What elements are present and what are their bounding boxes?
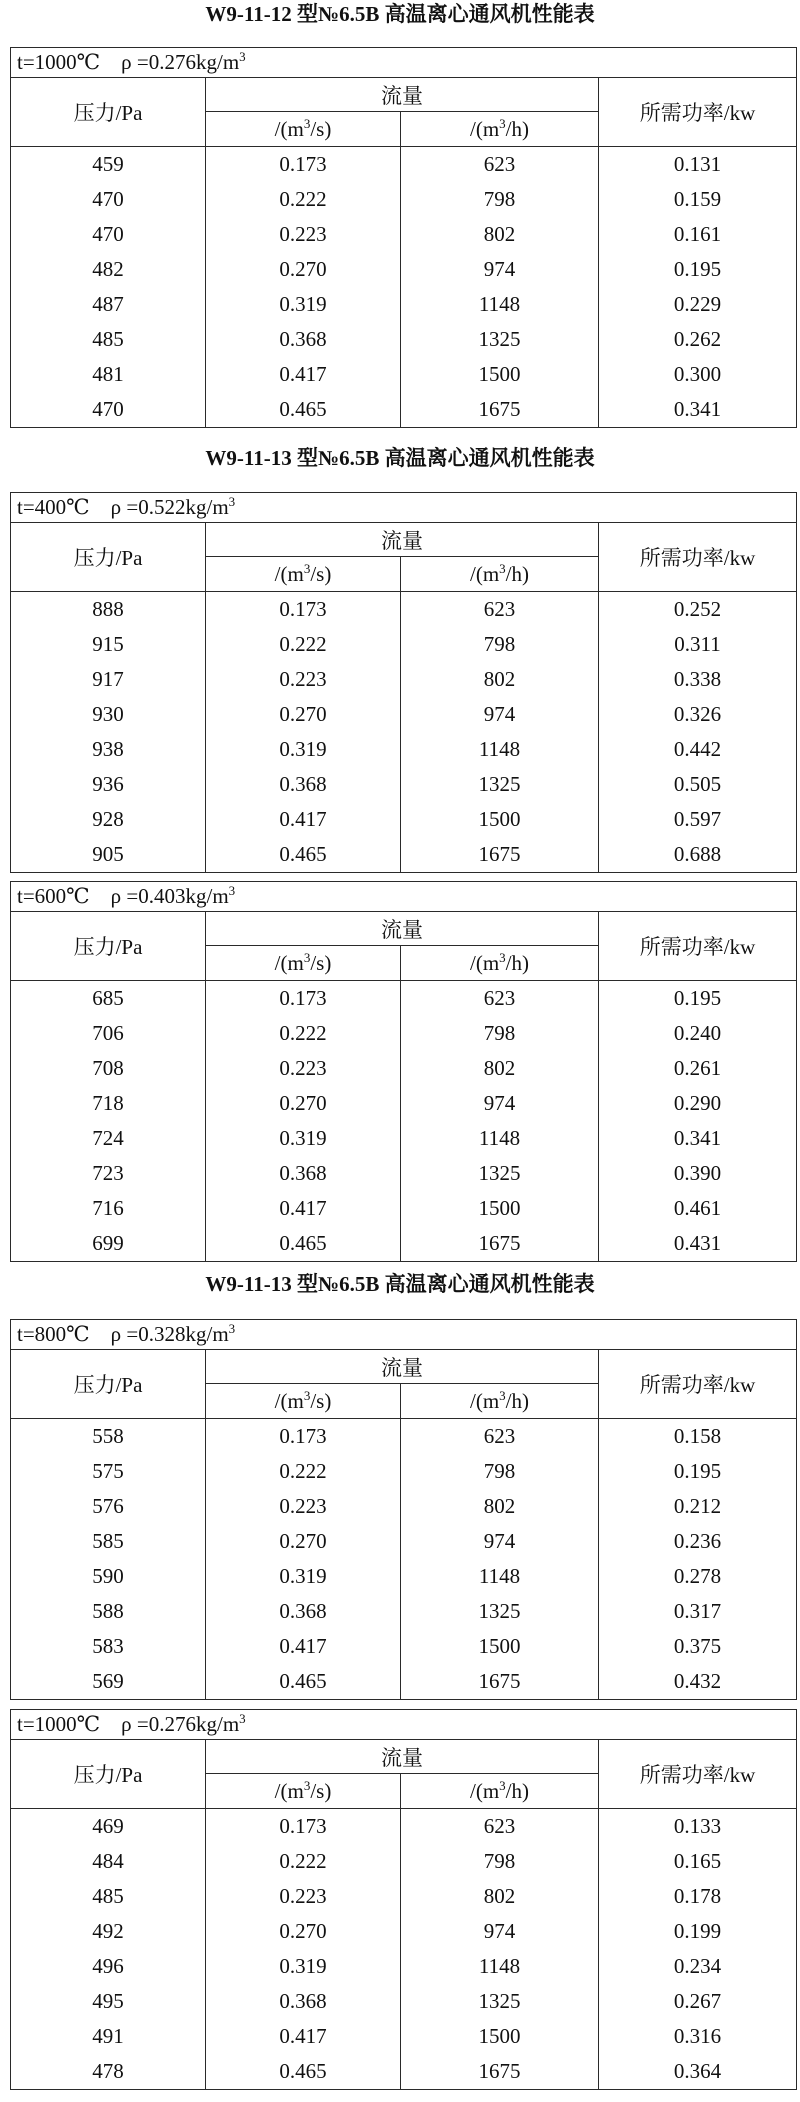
cell-flow-m3h: 1148	[401, 287, 599, 322]
flow-h-exp: 3	[499, 560, 506, 576]
table-body	[11, 981, 797, 1262]
table-row	[11, 1016, 797, 1051]
cell-flow-m3s: 0.173	[206, 1809, 401, 1845]
table-row	[11, 1984, 797, 2019]
header-flow-per-second	[206, 557, 401, 592]
cell-flow-m3s: 0.223	[206, 217, 401, 252]
cell-pressure: 716	[11, 1191, 206, 1226]
cell-flow-m3h: 974	[401, 1524, 599, 1559]
condition-density: ρ =0.403kg/m	[110, 884, 229, 908]
table-row	[11, 697, 797, 732]
header-flow-per-second	[206, 112, 401, 147]
cell-flow-m3s: 0.465	[206, 837, 401, 873]
header-flow-per-hour	[401, 557, 599, 592]
flow-h-prefix: /(m	[470, 116, 500, 141]
cell-flow-m3h: 1675	[401, 1664, 599, 1700]
table-row	[11, 1226, 797, 1262]
cell-pressure: 708	[11, 1051, 206, 1086]
cell-flow-m3s: 0.368	[206, 1156, 401, 1191]
cell-pressure: 905	[11, 837, 206, 873]
table-row	[11, 802, 797, 837]
table-body	[11, 1809, 797, 2090]
cell-pressure: 485	[11, 322, 206, 357]
header-power: 所需功率/kw	[599, 1740, 797, 1809]
condition-temp: t=1000℃	[17, 1712, 101, 1736]
cell-pressure: 481	[11, 357, 206, 392]
cell-pressure: 487	[11, 287, 206, 322]
flow-h-suffix: /h)	[505, 116, 529, 141]
table-row	[11, 147, 797, 183]
table-row	[11, 1914, 797, 1949]
cell-flow-m3s: 0.465	[206, 1664, 401, 1700]
condition-density: ρ =0.276kg/m	[121, 1712, 240, 1736]
cell-pressure: 590	[11, 1559, 206, 1594]
cell-flow-m3s: 0.417	[206, 802, 401, 837]
cell-pressure: 470	[11, 217, 206, 252]
header-flow-per-hour	[401, 1384, 599, 1419]
cell-flow-m3s: 0.319	[206, 1559, 401, 1594]
cell-power: 0.278	[599, 1559, 797, 1594]
table-row	[11, 1664, 797, 1700]
cell-power: 0.311	[599, 627, 797, 662]
cell-flow-m3s: 0.270	[206, 1086, 401, 1121]
cell-pressure: 470	[11, 392, 206, 428]
flow-s-suffix: /s)	[310, 950, 332, 975]
flow-h-prefix: /(m	[470, 1778, 500, 1803]
cell-flow-m3h: 1148	[401, 1949, 599, 1984]
table-row	[11, 592, 797, 628]
cell-pressure: 724	[11, 1121, 206, 1156]
cell-power: 0.431	[599, 1226, 797, 1262]
cell-flow-m3h: 1325	[401, 1594, 599, 1629]
cell-power: 0.195	[599, 1454, 797, 1489]
cell-pressure: 492	[11, 1914, 206, 1949]
flow-s-suffix: /s)	[310, 116, 332, 141]
cell-flow-m3s: 0.222	[206, 1454, 401, 1489]
cell-flow-m3s: 0.222	[206, 182, 401, 217]
sheet-title-2: W9-11-13 型№6.5B 高温离心通风机性能表	[205, 446, 595, 470]
cell-flow-m3h: 1325	[401, 1156, 599, 1191]
cell-flow-m3h: 1500	[401, 802, 599, 837]
cell-flow-m3h: 1500	[401, 1191, 599, 1226]
cell-pressure: 699	[11, 1226, 206, 1262]
table-block-600c	[10, 881, 796, 1262]
cell-power: 0.133	[599, 1809, 797, 1845]
cell-flow-m3s: 0.319	[206, 1121, 401, 1156]
condition-density-exp: 3	[239, 1711, 246, 1726]
flow-s-exp: 3	[303, 115, 311, 131]
cell-flow-m3h: 1500	[401, 2019, 599, 2054]
table-row	[11, 1121, 797, 1156]
cell-flow-m3h: 623	[401, 592, 599, 628]
cell-flow-m3h: 1675	[401, 2054, 599, 2090]
cell-flow-m3h: 1500	[401, 1629, 599, 1664]
cell-power: 0.158	[599, 1419, 797, 1455]
condition-density-exp: 3	[228, 494, 236, 509]
cell-power: 0.195	[599, 981, 797, 1017]
cell-power: 0.326	[599, 697, 797, 732]
cell-pressure: 575	[11, 1454, 206, 1489]
table-block-400c	[10, 492, 796, 873]
cell-flow-m3s: 0.270	[206, 1524, 401, 1559]
cell-power: 0.161	[599, 217, 797, 252]
cell-flow-m3h: 1148	[401, 1121, 599, 1156]
header-flow: 流量	[206, 1740, 599, 1774]
cell-power: 0.229	[599, 287, 797, 322]
table-row	[11, 1524, 797, 1559]
cell-flow-m3s: 0.465	[206, 1226, 401, 1262]
cell-power: 0.240	[599, 1016, 797, 1051]
sheet-title-3: W9-11-13 型№6.5B 高温离心通风机性能表	[205, 1272, 595, 1296]
cell-flow-m3s: 0.368	[206, 322, 401, 357]
cell-power: 0.341	[599, 392, 797, 428]
header-flow-per-second	[206, 946, 401, 981]
cell-flow-m3s: 0.223	[206, 1879, 401, 1914]
cell-flow-m3s: 0.173	[206, 147, 401, 183]
performance-table	[10, 492, 797, 873]
table-row	[11, 357, 797, 392]
cell-flow-m3h: 798	[401, 1016, 599, 1051]
flow-s-prefix: /(m	[274, 561, 304, 586]
table-row	[11, 2019, 797, 2054]
cell-power: 0.505	[599, 767, 797, 802]
cell-flow-m3h: 798	[401, 1844, 599, 1879]
table-body	[11, 592, 797, 873]
sheet-title-1: W9-11-12 型№6.5B 高温离心通风机性能表	[205, 2, 595, 26]
cell-power: 0.159	[599, 182, 797, 217]
cell-flow-m3h: 798	[401, 627, 599, 662]
header-power: 所需功率/kw	[599, 1350, 797, 1419]
cell-flow-m3h: 623	[401, 1419, 599, 1455]
cell-pressure: 459	[11, 147, 206, 183]
cell-flow-m3s: 0.173	[206, 1419, 401, 1455]
cell-flow-m3s: 0.319	[206, 287, 401, 322]
cell-power: 0.316	[599, 2019, 797, 2054]
cell-pressure: 917	[11, 662, 206, 697]
cell-power: 0.290	[599, 1086, 797, 1121]
cell-pressure: 588	[11, 1594, 206, 1629]
cell-power: 0.199	[599, 1914, 797, 1949]
cell-flow-m3h: 1500	[401, 357, 599, 392]
header-flow-per-hour	[401, 1774, 599, 1809]
cell-pressure: 469	[11, 1809, 206, 1845]
performance-table	[10, 1709, 797, 2090]
cell-flow-m3h: 974	[401, 1914, 599, 1949]
cell-flow-m3s: 0.465	[206, 2054, 401, 2090]
header-power: 所需功率/kw	[599, 523, 797, 592]
condition-density: ρ =0.328kg/m	[110, 1322, 229, 1346]
cell-power: 0.236	[599, 1524, 797, 1559]
cell-power: 0.364	[599, 2054, 797, 2090]
cell-flow-m3h: 798	[401, 1454, 599, 1489]
table-row	[11, 217, 797, 252]
header-pressure: 压力/Pa	[11, 78, 206, 147]
flow-h-prefix: /(m	[470, 950, 500, 975]
header-flow-per-second	[206, 1384, 401, 1419]
condition-temp: t=600℃	[17, 884, 90, 908]
table-row	[11, 1879, 797, 1914]
table-row	[11, 732, 797, 767]
table-row	[11, 1156, 797, 1191]
cell-power: 0.317	[599, 1594, 797, 1629]
condition-row	[11, 1710, 797, 1740]
table-row	[11, 322, 797, 357]
cell-flow-m3s: 0.368	[206, 1594, 401, 1629]
cell-power: 0.261	[599, 1051, 797, 1086]
flow-s-prefix: /(m	[274, 1388, 304, 1413]
table-row	[11, 1051, 797, 1086]
cell-pressure: 718	[11, 1086, 206, 1121]
cell-flow-m3h: 974	[401, 252, 599, 287]
cell-pressure: 484	[11, 1844, 206, 1879]
cell-flow-m3h: 1148	[401, 1559, 599, 1594]
cell-flow-m3h: 1675	[401, 1226, 599, 1262]
performance-table	[10, 1319, 797, 1700]
table-block-800c	[10, 1319, 796, 1700]
cell-flow-m3h: 1675	[401, 837, 599, 873]
table-row	[11, 287, 797, 322]
table-row	[11, 1629, 797, 1664]
flow-s-exp: 3	[303, 949, 311, 965]
cell-pressure: 569	[11, 1664, 206, 1700]
cell-flow-m3h: 802	[401, 1879, 599, 1914]
condition-density: ρ =0.522kg/m	[110, 495, 229, 519]
cell-pressure: 485	[11, 1879, 206, 1914]
cell-pressure: 496	[11, 1949, 206, 1984]
flow-s-suffix: /s)	[310, 1388, 332, 1413]
cell-pressure: 470	[11, 182, 206, 217]
table-row	[11, 1419, 797, 1455]
table-body	[11, 147, 797, 428]
flow-h-suffix: /h)	[505, 1778, 529, 1803]
cell-power: 0.461	[599, 1191, 797, 1226]
cell-flow-m3s: 0.270	[206, 1914, 401, 1949]
cell-pressure: 938	[11, 732, 206, 767]
table-row	[11, 837, 797, 873]
table-row	[11, 627, 797, 662]
table-row	[11, 2054, 797, 2090]
cell-flow-m3s: 0.319	[206, 732, 401, 767]
cell-flow-m3s: 0.368	[206, 767, 401, 802]
table-row	[11, 1594, 797, 1629]
table-row	[11, 1489, 797, 1524]
table-block-1000c-a	[10, 47, 796, 428]
table-row	[11, 767, 797, 802]
cell-power: 0.212	[599, 1489, 797, 1524]
cell-pressure: 928	[11, 802, 206, 837]
header-flow-per-hour	[401, 112, 599, 147]
cell-flow-m3h: 802	[401, 662, 599, 697]
cell-power: 0.165	[599, 1844, 797, 1879]
cell-power: 0.375	[599, 1629, 797, 1664]
header-pressure: 压力/Pa	[11, 912, 206, 981]
flow-s-suffix: /s)	[310, 1778, 332, 1803]
flow-h-prefix: /(m	[470, 1388, 500, 1413]
table-block-1000c-b	[10, 1709, 796, 2090]
cell-flow-m3s: 0.319	[206, 1949, 401, 1984]
cell-pressure: 558	[11, 1419, 206, 1455]
header-pressure: 压力/Pa	[11, 1350, 206, 1419]
table-row	[11, 182, 797, 217]
table-row	[11, 1191, 797, 1226]
cell-flow-m3s: 0.270	[206, 697, 401, 732]
table-row	[11, 662, 797, 697]
condition-temp: t=800℃	[17, 1322, 90, 1346]
header-power: 所需功率/kw	[599, 912, 797, 981]
flow-h-exp: 3	[499, 949, 506, 965]
cell-power: 0.262	[599, 322, 797, 357]
table-row	[11, 1949, 797, 1984]
cell-flow-m3s: 0.465	[206, 392, 401, 428]
cell-pressure: 576	[11, 1489, 206, 1524]
cell-power: 0.597	[599, 802, 797, 837]
condition-density-exp: 3	[228, 883, 236, 898]
cell-pressure: 685	[11, 981, 206, 1017]
cell-flow-m3s: 0.270	[206, 252, 401, 287]
header-pressure: 压力/Pa	[11, 1740, 206, 1809]
cell-flow-m3h: 1148	[401, 732, 599, 767]
cell-power: 0.338	[599, 662, 797, 697]
table-row	[11, 1559, 797, 1594]
header-flow-per-hour	[401, 946, 599, 981]
cell-flow-m3s: 0.223	[206, 1051, 401, 1086]
condition-density-exp: 3	[239, 49, 246, 64]
cell-flow-m3s: 0.222	[206, 1844, 401, 1879]
cell-power: 0.131	[599, 147, 797, 183]
cell-flow-m3h: 1675	[401, 392, 599, 428]
cell-flow-m3s: 0.417	[206, 2019, 401, 2054]
cell-power: 0.390	[599, 1156, 797, 1191]
table-row	[11, 1844, 797, 1879]
performance-table	[10, 47, 797, 428]
cell-flow-m3s: 0.223	[206, 1489, 401, 1524]
header-flow: 流量	[206, 912, 599, 946]
header-pressure: 压力/Pa	[11, 523, 206, 592]
table-row	[11, 1086, 797, 1121]
cell-power: 0.442	[599, 732, 797, 767]
cell-flow-m3h: 1325	[401, 1984, 599, 2019]
flow-h-suffix: /h)	[505, 561, 529, 586]
cell-flow-m3h: 623	[401, 147, 599, 183]
table-row	[11, 1454, 797, 1489]
cell-pressure: 583	[11, 1629, 206, 1664]
cell-flow-m3s: 0.173	[206, 592, 401, 628]
cell-power: 0.195	[599, 252, 797, 287]
cell-power: 0.234	[599, 1949, 797, 1984]
condition-row	[11, 493, 797, 523]
cell-pressure: 888	[11, 592, 206, 628]
cell-power: 0.300	[599, 357, 797, 392]
header-flow-per-second	[206, 1774, 401, 1809]
header-flow: 流量	[206, 78, 599, 112]
condition-temp: t=400℃	[17, 495, 90, 519]
flow-h-suffix: /h)	[505, 1388, 529, 1413]
header-flow: 流量	[206, 1350, 599, 1384]
table-row	[11, 392, 797, 428]
condition-row	[11, 48, 797, 78]
flow-s-exp: 3	[303, 1777, 311, 1793]
table-row	[11, 252, 797, 287]
cell-pressure: 706	[11, 1016, 206, 1051]
cell-flow-m3h: 798	[401, 182, 599, 217]
flow-h-suffix: /h)	[505, 950, 529, 975]
cell-flow-m3s: 0.222	[206, 627, 401, 662]
condition-density-exp: 3	[228, 1321, 236, 1336]
cell-flow-m3s: 0.368	[206, 1984, 401, 2019]
cell-flow-m3h: 974	[401, 697, 599, 732]
cell-pressure: 491	[11, 2019, 206, 2054]
cell-pressure: 495	[11, 1984, 206, 2019]
cell-power: 0.267	[599, 1984, 797, 2019]
cell-pressure: 482	[11, 252, 206, 287]
cell-flow-m3s: 0.417	[206, 357, 401, 392]
condition-density: ρ =0.276kg/m	[121, 50, 240, 74]
cell-pressure: 930	[11, 697, 206, 732]
cell-flow-m3h: 623	[401, 1809, 599, 1845]
cell-pressure: 585	[11, 1524, 206, 1559]
condition-temp: t=1000℃	[17, 50, 101, 74]
performance-table	[10, 881, 797, 1262]
cell-power: 0.432	[599, 1664, 797, 1700]
flow-h-exp: 3	[499, 1387, 506, 1403]
cell-power: 0.688	[599, 837, 797, 873]
table-row	[11, 981, 797, 1017]
cell-power: 0.252	[599, 592, 797, 628]
cell-flow-m3h: 802	[401, 1051, 599, 1086]
cell-flow-m3h: 802	[401, 1489, 599, 1524]
flow-s-prefix: /(m	[274, 950, 304, 975]
header-power: 所需功率/kw	[599, 78, 797, 147]
cell-power: 0.341	[599, 1121, 797, 1156]
header-flow: 流量	[206, 523, 599, 557]
cell-power: 0.178	[599, 1879, 797, 1914]
cell-flow-m3s: 0.417	[206, 1191, 401, 1226]
flow-s-prefix: /(m	[274, 1778, 304, 1803]
cell-pressure: 915	[11, 627, 206, 662]
flow-s-exp: 3	[303, 560, 311, 576]
flow-s-exp: 3	[303, 1387, 311, 1403]
cell-flow-m3s: 0.173	[206, 981, 401, 1017]
cell-flow-m3h: 1325	[401, 322, 599, 357]
cell-flow-m3s: 0.222	[206, 1016, 401, 1051]
flow-h-prefix: /(m	[470, 561, 500, 586]
cell-flow-m3s: 0.223	[206, 662, 401, 697]
table-row	[11, 1809, 797, 1845]
flow-s-suffix: /s)	[310, 561, 332, 586]
flow-h-exp: 3	[499, 1777, 506, 1793]
flow-s-prefix: /(m	[274, 116, 304, 141]
table-body	[11, 1419, 797, 1700]
condition-row	[11, 882, 797, 912]
cell-pressure: 723	[11, 1156, 206, 1191]
cell-flow-m3h: 802	[401, 217, 599, 252]
cell-pressure: 936	[11, 767, 206, 802]
cell-flow-m3s: 0.417	[206, 1629, 401, 1664]
condition-row	[11, 1320, 797, 1350]
cell-flow-m3h: 1325	[401, 767, 599, 802]
cell-flow-m3h: 974	[401, 1086, 599, 1121]
cell-flow-m3h: 623	[401, 981, 599, 1017]
cell-pressure: 478	[11, 2054, 206, 2090]
flow-h-exp: 3	[499, 115, 506, 131]
